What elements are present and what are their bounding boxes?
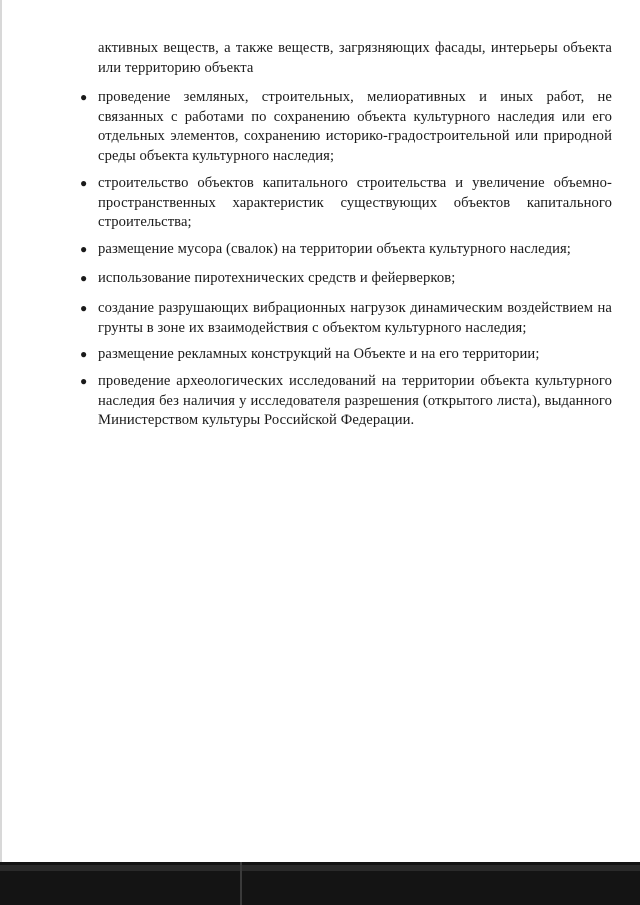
bullet-icon: ● xyxy=(80,242,88,256)
list-item-text: использование пиротехнических средств и фейерверков; xyxy=(98,270,456,286)
list-item xyxy=(80,240,612,260)
list-item xyxy=(80,299,612,338)
scan-bottom-seam xyxy=(240,862,242,905)
bullet-icon: ● xyxy=(80,347,88,361)
scan-bottom-border-band xyxy=(0,865,640,871)
scan-edge-shadow xyxy=(0,0,2,862)
list-item xyxy=(80,372,612,431)
list-item xyxy=(80,88,612,166)
list-item xyxy=(80,269,612,289)
list-item-text: проведение земляных, строительных, мелиоративных и иных работ, не связанных с работами по сохранению объекта культурного наследия или его отдельных элементов, сохранению историко-градостроительной или природной среды объекта культурного наследия; xyxy=(98,89,612,164)
list-item-text: создание разрушающих вибрационных нагрузок динамическим воздействием на грунты в зоне их взаимодействия с объектом культурного наследия; xyxy=(98,300,612,336)
list-item-text: строительство объектов капитального строительства и увеличение объемно-пространственных характеристик существующих объектов капитального строительства; xyxy=(98,175,612,231)
bullet-icon: ● xyxy=(80,374,88,388)
bullet-icon: ● xyxy=(80,271,88,285)
lead-paragraph: активных веществ, а также веществ, загрязняющих фасады, интерьеры объекта или территорию объекта xyxy=(98,40,612,76)
list-item-text: размещение мусора (свалок) на территории объекта культурного наследия; xyxy=(98,241,571,257)
list-item-text: проведение археологических исследований на территории объекта культурного наследия без наличия у исследователя разрешения (открытого листа), выданного Министерством культуры Российской Федерации. xyxy=(98,373,612,429)
list-item xyxy=(80,174,612,233)
list-item xyxy=(80,345,612,365)
list-item-text: размещение рекламных конструкций на Объекте и на его территории; xyxy=(98,346,540,362)
bullet-icon: ● xyxy=(80,90,88,104)
bullet-icon: ● xyxy=(80,176,88,190)
bullet-icon: ● xyxy=(80,301,88,315)
